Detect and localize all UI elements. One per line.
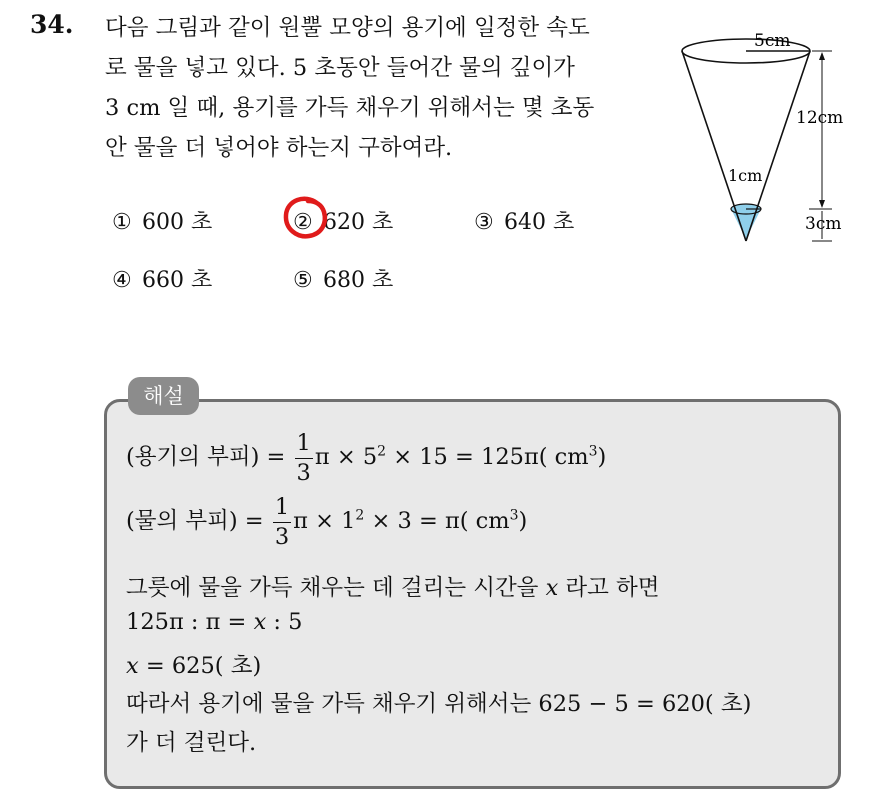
solution-row-1 [126,432,606,484]
dim-height-arrow-top [819,52,825,60]
choice-5[interactable] [293,263,393,294]
cone-diagram [672,15,884,250]
solution-row-4-post: : 5 [266,609,303,635]
answer-circle-mark [281,195,329,241]
question-number: 34. [30,10,74,39]
solution-row-1-post2: × 15 = 125π( cm [386,444,589,470]
question-line-2: 로 물을 넣고 있다. 5 초동안 들어간 물의 깊이가 [105,55,575,81]
cone-right-side [746,51,810,241]
solution-row-2-unit-exponent: 3 [509,507,519,524]
solution-row-2-pre: (물의 부피) = [126,508,271,534]
choice-5-text: 680 초 [323,268,394,293]
fraction-denominator: 3 [274,523,290,550]
radius-label: 5cm [754,31,791,51]
water-radius-label: 1cm [728,166,763,185]
variable-x: x [253,609,267,635]
depth-label: 3cm [805,214,842,234]
choice-2-mark: ② [293,210,313,235]
solution-row-2-end: ) [518,508,528,534]
solution-row-4-pre: 125π : π = [126,609,254,635]
solution-row-1-pre: (용기의 부피) = [126,444,293,470]
fraction-one-third [273,496,291,548]
solution-row-6: 따라서 용기에 물을 가득 채우기 위해서는 625 − 5 = 620( 초) [126,691,752,717]
solution-row-3-pre: 그릇에 물을 가득 채우는 데 걸리는 시간을 [126,575,546,601]
choice-3[interactable] [474,205,574,236]
choice-3-text: 640 초 [504,210,575,235]
answer-circle-stroke [286,199,325,237]
solution-tag: 해설 [128,377,199,415]
solution-row-3 [126,570,660,602]
height-label: 12cm [796,108,844,128]
choice-1-text: 600 초 [142,210,213,235]
dim-height-arrow-bottom [819,200,825,208]
solution-row-2-post: π × 1 [293,508,356,534]
solution-row-1-end: ) [597,444,607,470]
question-text [105,8,665,168]
question-line-1: 다음 그림과 같이 원뿔 모양의 용기에 일정한 속도 [105,15,590,41]
question-line-3: 3 cm 일 때, 용기를 가득 채우기 위해서는 몇 초동 [105,95,595,121]
fraction-numerator: 1 [295,432,313,459]
choice-5-mark: ⑤ [293,268,313,293]
solution-row-7: 가 더 걸린다. [126,730,257,756]
variable-x: x [126,653,139,679]
solution-row-2-post2: × 3 = π( cm [364,508,510,534]
choice-1[interactable] [112,205,212,236]
choice-1-mark: ① [112,210,132,235]
solution-row-1-unit-exponent: 3 [588,443,598,460]
solution-row-3-post: 라고 하면 [558,575,660,601]
solution-row-5-post: = 625( 초) [138,653,262,679]
choice-4[interactable] [112,263,212,294]
solution-row-4 [126,609,302,635]
choice-4-mark: ④ [112,268,132,293]
fraction-one-third [295,432,313,484]
question-line-4: 안 물을 더 넣어야 하는지 구하여라. [105,135,453,161]
variable-x: x [545,575,559,601]
cone-left-side [682,51,746,241]
solution-row-1-exponent: 2 [377,443,387,460]
solution-row-2 [126,496,527,548]
choice-4-text: 660 초 [142,268,213,293]
choice-2-text: 620 초 [323,210,394,235]
choice-3-mark: ③ [474,210,494,235]
fraction-numerator: 1 [273,496,291,523]
solution-row-1-post: π × 5 [314,444,378,470]
solution-row-5 [126,648,261,680]
fraction-denominator: 3 [296,459,311,486]
solution-row-2-exponent: 2 [355,507,365,524]
